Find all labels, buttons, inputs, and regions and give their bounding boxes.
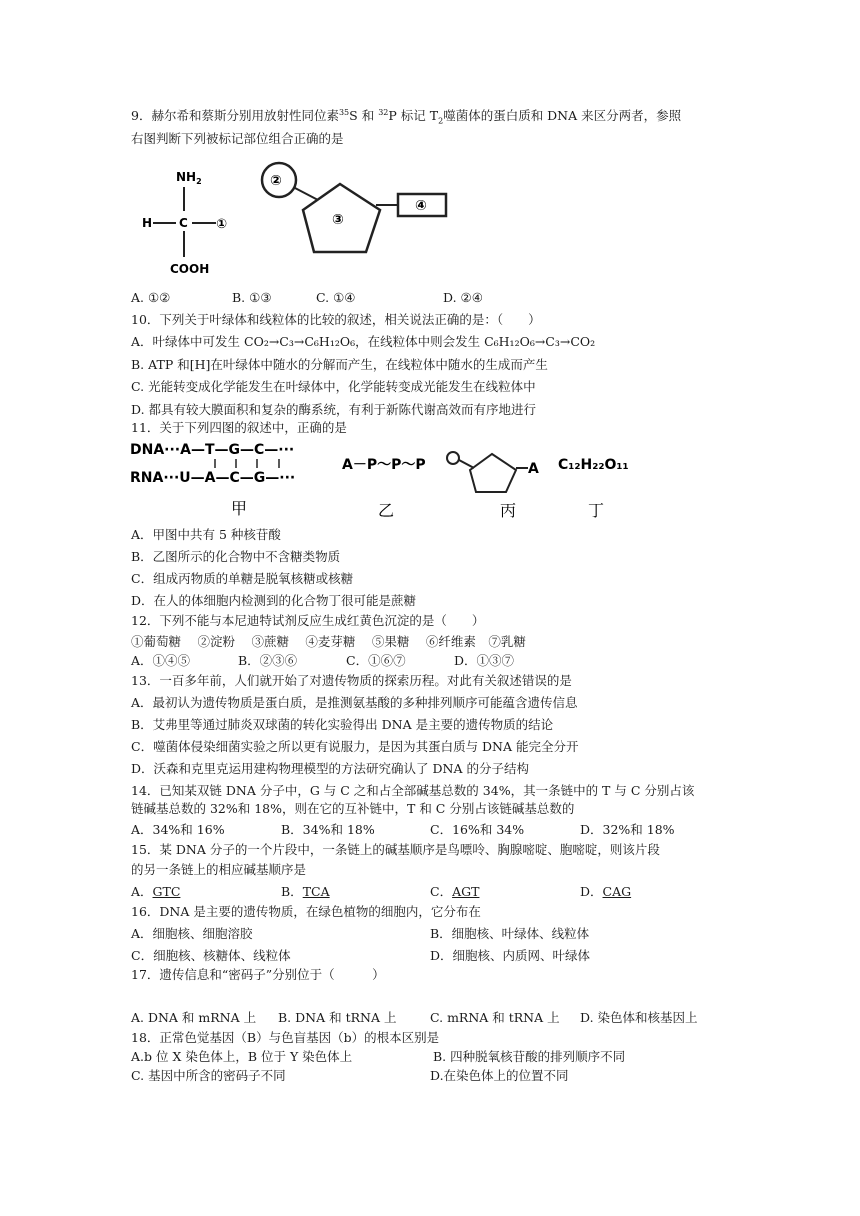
amino-acid-figure	[140, 165, 245, 280]
label-ding: 丁	[588, 501, 605, 520]
marker-4: ④	[415, 198, 427, 214]
q16-option-c: C．细胞核、核糖体、线粒体	[131, 948, 291, 963]
q12-option-b: B．②③⑥	[238, 653, 298, 668]
q12-option-a: A．①④⑤	[131, 653, 191, 668]
label-yi: 乙	[378, 501, 395, 520]
q17-option-b: B. DNA 和 tRNA 上	[278, 1010, 397, 1025]
q10-option-b: B. ATP 和[H]在叶绿体中随水的分解而产生，在线粒体中随水的生成而产生	[131, 357, 548, 372]
q16-stem: 16．DNA 是主要的遗传物质，在绿色植物的细胞内，它分布在	[131, 904, 481, 919]
cooh-label: COOH	[170, 262, 210, 276]
q18-option-b: B. 四种脱氧核苷酸的排列顺序不同	[433, 1049, 626, 1064]
q18-option-c: C. 基因中所含的密码子不同	[131, 1068, 286, 1083]
rna-strand: RNA···U—A—C—G—···	[130, 470, 296, 486]
q11-option-d: D．在人的体细胞内检测到的化合物丁很可能是蔗糖	[131, 593, 417, 608]
q11-stem: 11．关于下列四图的叙述中，正确的是	[131, 420, 347, 435]
nucleotide-figure	[258, 160, 458, 260]
q16-option-a: A．细胞核、细胞溶胶	[131, 926, 253, 941]
q11-option-b: B．乙图所示的化合物中不含糖类物质	[131, 549, 341, 564]
q9-option-b: B. ①③	[232, 290, 272, 305]
c-label: C	[179, 216, 188, 230]
q13-stem: 13．一百多年前，人们就开始了对遗传物质的探索历程。对此有关叙述错误的是	[131, 673, 572, 688]
q17-stem: 17．遗传信息和“密码子”分别位于（ ）	[131, 967, 385, 982]
q11-option-c: C．组成丙物质的单糖是脱氧核糖或核糖	[131, 571, 354, 586]
dna-strand: DNA···A—T—G—C—···	[130, 442, 295, 458]
q15-stem-line1: 15．某 DNA 分子的一个片段中，一条链上的碱基顺序是鸟嘌呤、胸腺嘧啶、胞嘧啶，则该片段	[131, 842, 660, 857]
q14-stem-line2: 链碱基总数的 32%和 18%，则在它的互补链中，T 和 C 分别占该链碱基总数的	[131, 801, 575, 816]
q10-option-d: D. 都具有较大膜面积和复杂的酶系统，有利于新陈代谢高效而有序地进行	[131, 402, 537, 417]
marker-1: ①	[216, 217, 228, 232]
q12-option-d: D．①③⑦	[454, 653, 515, 668]
q11-figure	[128, 436, 648, 524]
q9-option-c: C. ①④	[316, 290, 356, 305]
q17-option-a: A. DNA 和 mRNA 上	[131, 1010, 257, 1025]
q18-option-d: D.在染色体上的位置不同	[430, 1068, 569, 1083]
atp-formula: A－P～P～P	[342, 457, 426, 473]
q14-option-c: C．16%和 34%	[430, 822, 525, 837]
q15-option-c: C．AGT	[430, 884, 480, 899]
q18-stem: 18．正常色觉基因（B）与色盲基因（b）的根本区别是	[131, 1030, 440, 1045]
q13-option-c: C．噬菌体侵染细菌实验之所以更有说服力，是因为其蛋白质与 DNA 能完全分开	[131, 739, 579, 754]
q18-option-a: A.b 位 X 染色体上，B 位于 Y 染色体上	[131, 1049, 353, 1064]
q15-stem-line2: 的另一条链上的相应碱基顺序是	[131, 862, 307, 877]
label-bing: 丙	[500, 501, 517, 520]
label-jia: 甲	[231, 499, 248, 518]
q13-option-b: B．艾弗里等通过肺炎双球菌的转化实验得出 DNA 是主要的遗传物质的结论	[131, 717, 554, 732]
marker-2: ②	[270, 173, 282, 189]
q14-option-d: D．32%和 18%	[580, 822, 675, 837]
q16-option-d: D．细胞核、内质网、叶绿体	[430, 948, 591, 963]
q15-option-a: A．GTC	[131, 884, 181, 899]
q15-option-b: B．TCA	[281, 884, 330, 899]
pentose-base-label: A	[528, 461, 539, 477]
q11-option-a: A．甲图中共有 5 种核苷酸	[131, 527, 281, 542]
q9-stem-line2: 右图判断下列被标记部位组合正确的是	[131, 131, 344, 146]
nh2-label: $NH_2$	[176, 170, 202, 186]
marker-3: ③	[332, 212, 344, 228]
q17-option-d: D. 染色体和核基因上	[580, 1010, 698, 1025]
q13-option-d: D．沃森和克里克运用建构物理模型的方法研究确认了 DNA 的分子结构	[131, 761, 529, 776]
q17-option-c: C. mRNA 和 tRNA 上	[430, 1010, 560, 1025]
q9-option-a: A. ①②	[131, 290, 171, 305]
q9-stem-line1: 9．赫尔希和蔡斯分别用放射性同位素$^{35}$S 和 $^{32}$P 标记 $T_2$噬菌体的蛋白质和 DNA 来区分两者，参照	[131, 107, 682, 126]
q16-option-b: B．细胞核、叶绿体、线粒体	[430, 926, 590, 941]
q14-option-a: A．34%和 16%	[131, 822, 225, 837]
h-label: H	[142, 216, 153, 230]
q15-option-d: D．CAG	[580, 884, 632, 899]
q10-stem: 10．下列关于叶绿体和线粒体的比较的叙述，相关说法正确的是：（ ）	[131, 312, 541, 327]
q14-stem-line1: 14．已知某双链 DNA 分子中，G 与 C 之和占全部碱基总数的 34%，其一条链中的 T 与 C 分别占该	[131, 783, 695, 798]
q14-option-b: B．34%和 18%	[281, 822, 375, 837]
q12-option-c: C．①⑥⑦	[346, 653, 406, 668]
sugar-formula: C₁₂H₂₂O₁₁	[558, 457, 629, 473]
q12-items: ①葡萄糖 ②淀粉 ③蔗糖 ④麦芽糖 ⑤果糖 ⑥纤维素 ⑦乳糖	[131, 634, 526, 649]
q12-stem: 12．下列不能与本尼迪特试剂反应生成红黄色沉淀的是（ ）	[131, 613, 485, 628]
q10-option-c: C. 光能转变成化学能发生在叶绿体中，化学能转变成光能发生在线粒体中	[131, 379, 536, 394]
q13-option-a: A．最初认为遗传物质是蛋白质，是推测氨基酸的多种排列顺序可能蕴含遗传信息	[131, 695, 578, 710]
q10-option-a: A．叶绿体中可发生 CO₂→C₃→C₆H₁₂O₆，在线粒体中则会发生 C₆H₁₂O₆→C₃→CO₂	[131, 334, 596, 349]
q9-option-d: D. ②④	[443, 290, 483, 305]
